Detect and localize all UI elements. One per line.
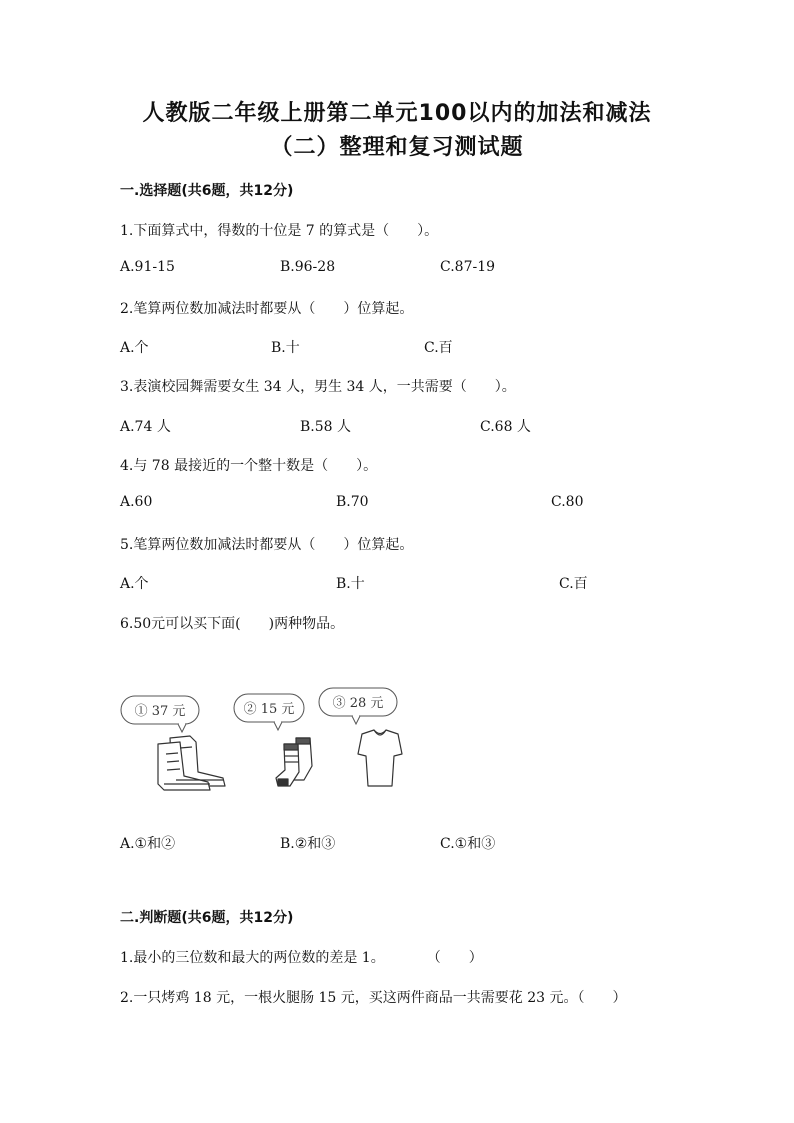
- price-bubble-1: [121, 696, 199, 732]
- price-label-1: ① 37 元: [134, 704, 186, 719]
- q4-option-c: C.80: [551, 494, 584, 510]
- q2-option-b: B.十: [271, 340, 300, 356]
- price-label-2: ② 15 元: [243, 702, 295, 717]
- q1-option-c: C.87-19: [440, 259, 496, 275]
- shirt-icon: [358, 730, 402, 786]
- q6-option-b: B.②和③: [280, 836, 336, 852]
- title-line-1: 人教版二年级上册第二单元100以内的加法和减法: [142, 101, 652, 126]
- price-bubble-2: [234, 694, 304, 730]
- question-1: 1.下面算式中，得数的十位是 7 的算式是（ ）。: [120, 223, 439, 239]
- q1-option-b: B.96-28: [280, 259, 336, 275]
- price-bubble-3: [319, 688, 397, 724]
- q2-option-c: C.百: [424, 340, 453, 356]
- q3-option-b: B.58 人: [300, 419, 352, 435]
- q6-option-a: A.①和②: [120, 836, 176, 852]
- section-header-judgment: 二.判断题(共6题，共12分): [120, 910, 294, 926]
- price-label-3: ③ 28 元: [332, 696, 384, 711]
- boots-icon: [158, 736, 225, 790]
- q4-option-a: A.60: [120, 494, 153, 510]
- question-5: 5.笔算两位数加减法时都要从（ ）位算起。: [120, 537, 414, 553]
- q5-option-a: A.个: [120, 576, 149, 592]
- title-line-2: （二）整理和复习测试题: [270, 135, 524, 160]
- question-2: 2.笔算两位数加减法时都要从（ ）位算起。: [120, 301, 414, 317]
- socks-icon: [276, 738, 312, 786]
- products-figure: [118, 682, 408, 794]
- question-4: 4.与 78 最接近的一个整十数是（ ）。: [120, 458, 378, 474]
- q5-option-b: B.十: [336, 576, 365, 592]
- q5-option-c: C.百: [559, 576, 588, 592]
- section-header-choice: 一.选择题(共6题，共12分): [120, 183, 294, 199]
- q3-option-c: C.68 人: [480, 419, 531, 435]
- q3-option-a: A.74 人: [120, 419, 171, 435]
- judgment-question-1: 1.最小的三位数和最大的两位数的差是 1。 （ ）: [120, 950, 483, 966]
- judgment-question-2: 2.一只烤鸡 18 元，一根火腿肠 15 元，买这两件商品一共需要花 23 元。（ ）: [120, 990, 627, 1006]
- question-6: 6.50元可以买下面( )两种物品。: [120, 616, 345, 632]
- q6-option-c: C.①和③: [440, 836, 496, 852]
- q2-option-a: A.个: [120, 340, 149, 356]
- q4-option-b: B.70: [336, 494, 369, 510]
- q1-option-a: A.91-15: [120, 259, 175, 275]
- question-3: 3.表演校园舞需要女生 34 人，男生 34 人，一共需要（ ）。: [120, 379, 516, 395]
